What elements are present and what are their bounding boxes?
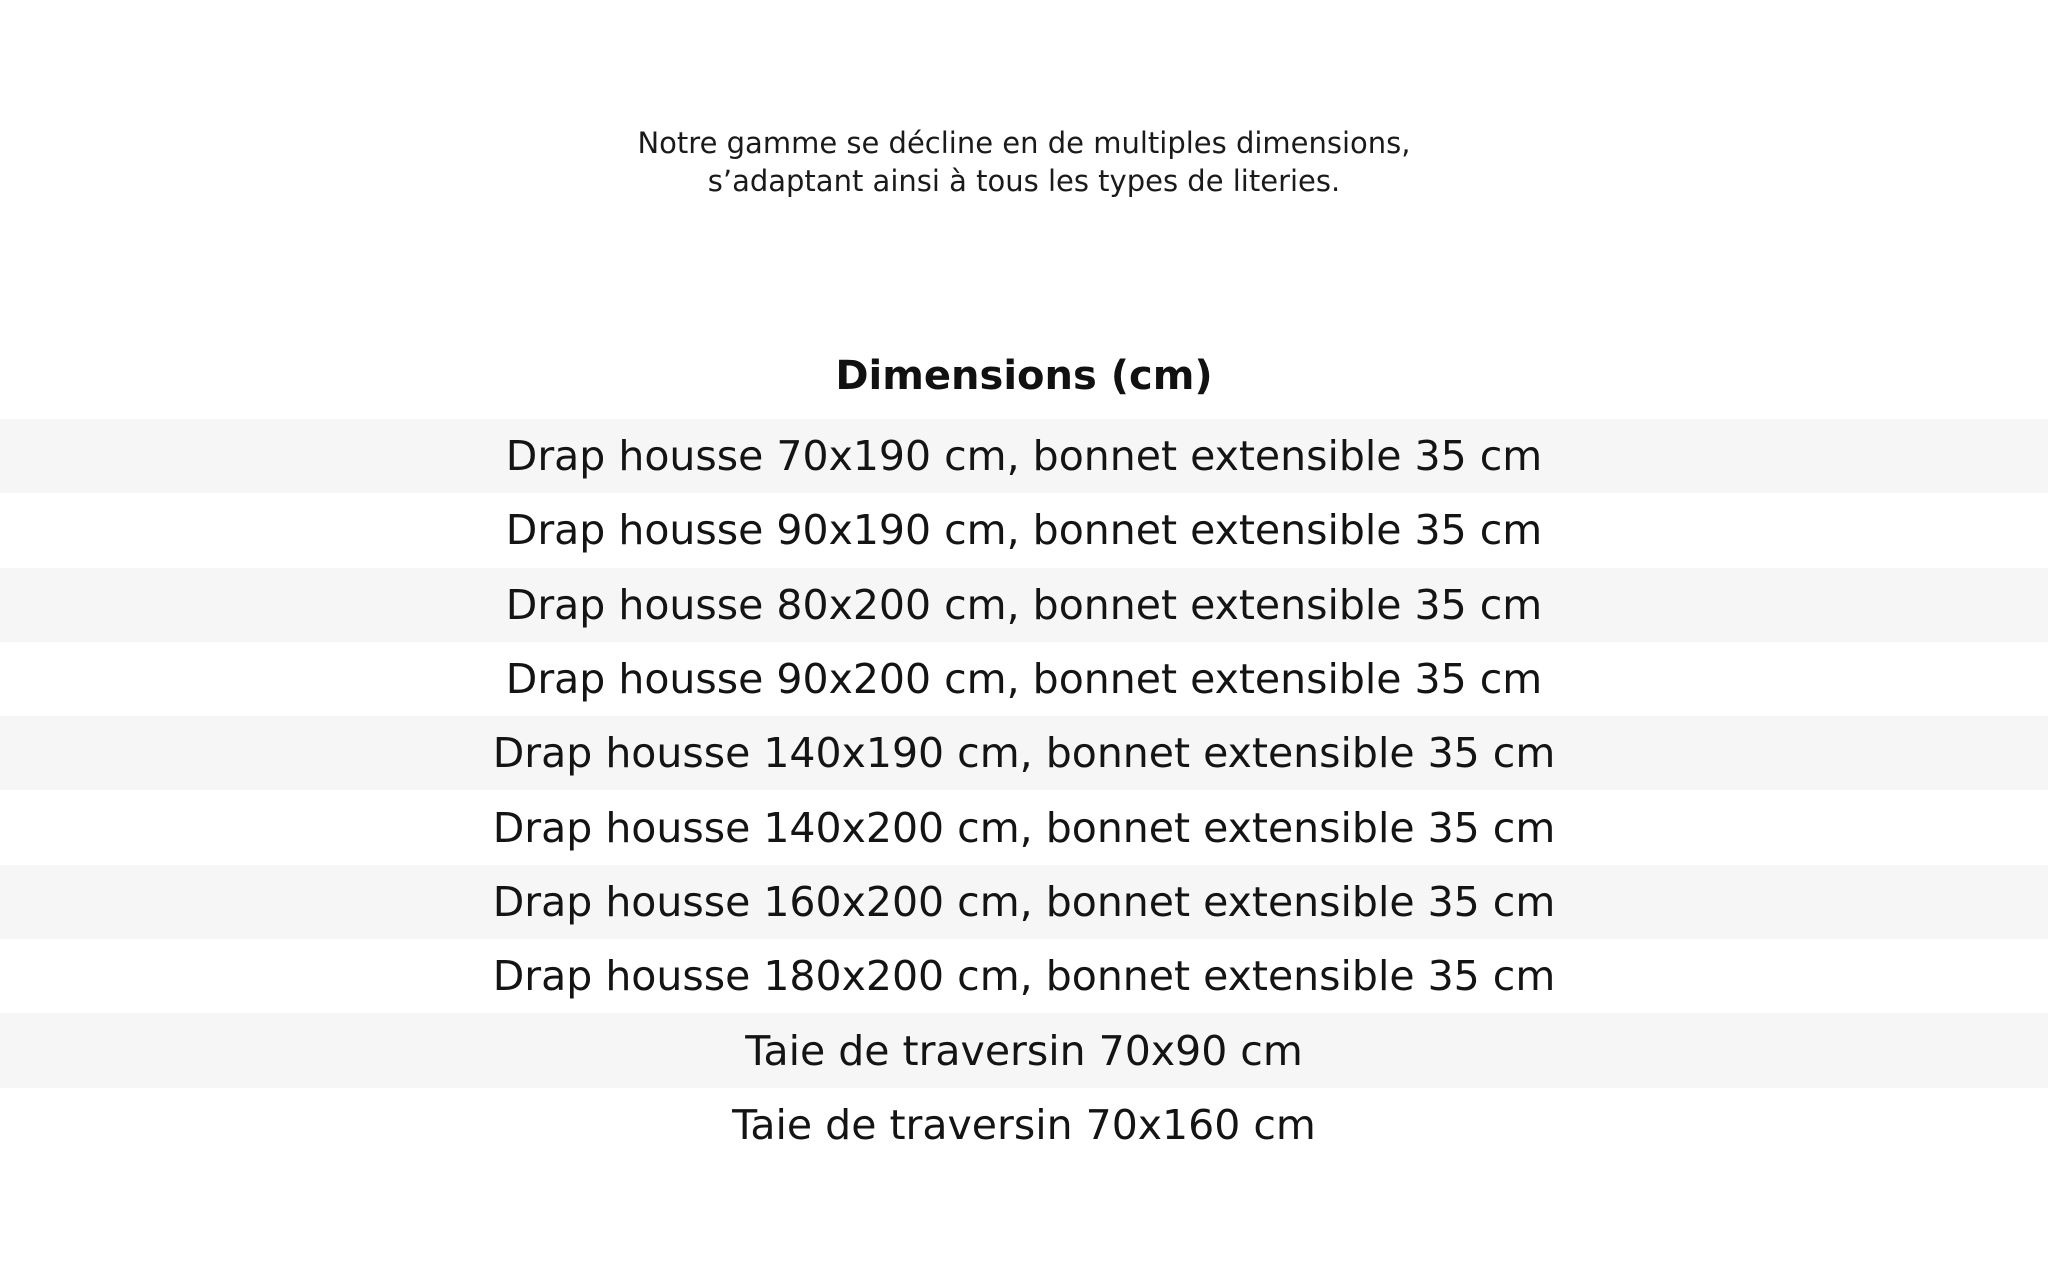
table-row: Drap housse 140x200 cm, bonnet extensible 35 cm xyxy=(0,790,2048,864)
intro-text xyxy=(0,124,2048,200)
table-row: Drap housse 90x190 cm, bonnet extensible 35 cm xyxy=(0,493,2048,567)
intro-line-2: s’adaptant ainsi à tous les types de literies. xyxy=(707,164,1341,198)
table-row: Drap housse 80x200 cm, bonnet extensible 35 cm xyxy=(0,568,2048,642)
table-row: Drap housse 140x190 cm, bonnet extensible 35 cm xyxy=(0,716,2048,790)
table-row: Drap housse 160x200 cm, bonnet extensible 35 cm xyxy=(0,865,2048,939)
table-row: Taie de traversin 70x90 cm xyxy=(0,1013,2048,1087)
table-row: Drap housse 70x190 cm, bonnet extensible 35 cm xyxy=(0,419,2048,493)
table-row: Taie de traversin 70x160 cm xyxy=(0,1088,2048,1162)
table-title: Dimensions (cm) xyxy=(835,353,1213,399)
table-row: Drap housse 180x200 cm, bonnet extensible 35 cm xyxy=(0,939,2048,1013)
dimensions-table xyxy=(0,419,2048,1162)
intro-line-1: Notre gamme se décline en de multiples dimensions, xyxy=(637,126,1411,160)
table-row: Drap housse 90x200 cm, bonnet extensible 35 cm xyxy=(0,642,2048,716)
